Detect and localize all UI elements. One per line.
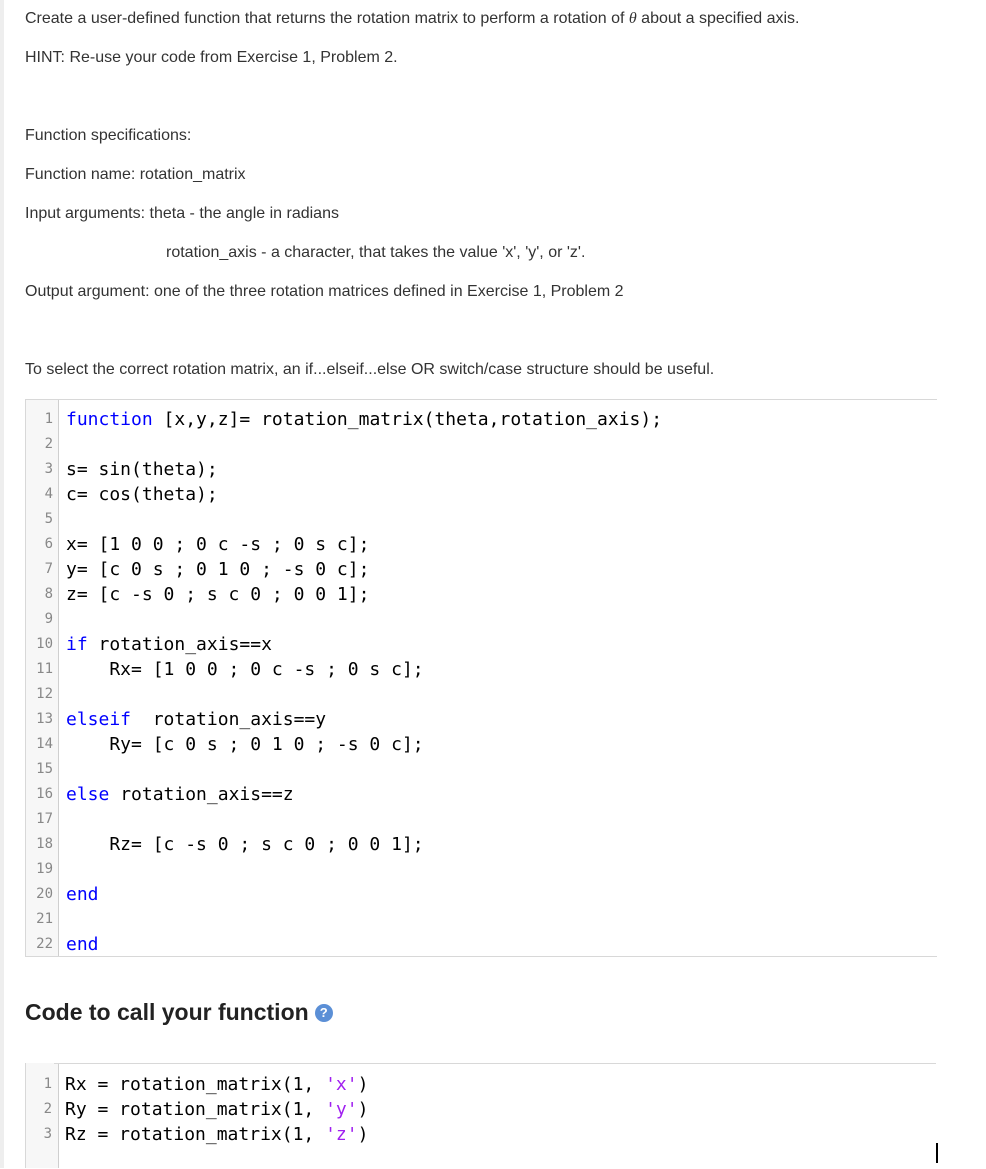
line-number: 2: [44, 436, 53, 452]
input-args-continued: rotation_axis - a character, that takes the value 'x', 'y', or 'z'.: [166, 244, 586, 261]
code-text: [65, 1072, 368, 1097]
call-section-heading: [25, 997, 333, 1027]
code-keyword: end: [66, 884, 99, 905]
line-number: 12: [36, 686, 53, 702]
left-rule: [0, 0, 4, 1168]
code-text: [66, 632, 272, 657]
code-keyword: elseif: [66, 709, 132, 730]
line-number: 13: [36, 711, 53, 727]
code-keyword: function: [66, 409, 153, 430]
code-line: [26, 432, 937, 457]
call-close-paren: ): [357, 1124, 369, 1145]
code-keyword: if: [66, 634, 88, 655]
code-statement: rotation_axis==x: [87, 634, 272, 655]
code-text: [65, 1122, 368, 1147]
call-code: Ry = rotation_matrix(1,: [65, 1099, 326, 1120]
function-name-text: Function name: rotation_matrix: [25, 166, 246, 183]
code-line: [26, 732, 937, 757]
code-line: [26, 482, 937, 507]
code-line: [25, 1097, 936, 1122]
code-statement: c= cos(theta);: [66, 484, 218, 505]
call-code: Rz = rotation_matrix(1,: [65, 1124, 326, 1145]
line-number: 20: [36, 886, 53, 902]
line-number: 16: [36, 786, 53, 802]
function-code-editor[interactable]: [25, 399, 937, 957]
code-line: [26, 607, 937, 632]
hint-text: HINT: Re-use your code from Exercise 1, Problem 2.: [25, 49, 398, 66]
code-text: [66, 582, 369, 607]
text-cursor: [936, 1143, 938, 1163]
code-statement: [x,y,z]= rotation_matrix(theta,rotation_axis);: [152, 409, 663, 430]
code-keyword: end: [66, 934, 99, 955]
code-line: [26, 407, 937, 432]
call-string-arg: 'z': [325, 1124, 358, 1145]
code-text: [66, 882, 99, 907]
line-number: 10: [36, 636, 53, 652]
line-number: 14: [36, 736, 53, 752]
code-statement: rotation_axis==z: [109, 784, 294, 805]
code-line: [26, 632, 937, 657]
code-line: [26, 657, 937, 682]
call-close-paren: ): [357, 1099, 369, 1120]
call-string-arg: 'y': [325, 1099, 358, 1120]
code-statement: Rz= [c -s 0 ; s c 0 ; 0 0 1];: [66, 834, 424, 855]
select-hint-text: To select the correct rotation matrix, an if...elseif...else OR switch/case structure should be useful.: [25, 361, 715, 378]
input-args-text: Input arguments: theta - the angle in radians: [25, 205, 339, 222]
code-line: [26, 807, 937, 832]
line-number: 22: [36, 936, 53, 952]
theta-symbol: θ: [628, 10, 637, 27]
call-code-lines: [25, 1072, 936, 1147]
code-line: [25, 1122, 936, 1147]
line-number: 9: [44, 611, 53, 627]
line-number: 11: [36, 661, 53, 677]
call-code: Rx = rotation_matrix(1,: [65, 1074, 326, 1095]
call-close-paren: ): [357, 1074, 369, 1095]
line-number: 3: [43, 1126, 52, 1142]
code-line: [26, 757, 937, 782]
output-arg-text: Output argument: one of the three rotation matrices defined in Exercise 1, Problem 2: [25, 283, 624, 300]
line-number: 15: [36, 761, 53, 777]
code-statement: x= [1 0 0 ; 0 c -s ; 0 s c];: [66, 534, 370, 555]
code-line: [26, 857, 937, 882]
help-icon[interactable]: ?: [315, 1004, 333, 1022]
code-text: [66, 932, 99, 957]
code-text: [65, 1097, 368, 1122]
line-number: 3: [44, 461, 53, 477]
line-number: 2: [43, 1101, 52, 1117]
code-text: [66, 832, 424, 857]
line-number: 1: [44, 411, 53, 427]
code-text: [66, 407, 662, 432]
code-text: [66, 482, 218, 507]
line-number: 5: [44, 511, 53, 527]
problem-statement-end: about a specified axis.: [636, 10, 800, 27]
code-text: [66, 557, 369, 582]
line-number: 7: [44, 561, 53, 577]
code-text: [66, 782, 294, 807]
line-number: 4: [44, 486, 53, 502]
code-line: [26, 707, 937, 732]
code-line: [26, 932, 937, 957]
code-statement: rotation_axis==y: [131, 709, 327, 730]
code-line: [26, 782, 937, 807]
code-text: [66, 457, 218, 482]
code-statement: Rx= [1 0 0 ; 0 c -s ; 0 s c];: [66, 659, 424, 680]
code-line: [26, 457, 937, 482]
line-number: 6: [44, 536, 53, 552]
problem-statement-start: Create a user-defined function that returns the rotation matrix to perform a rotation of: [25, 10, 629, 27]
code-statement: Ry= [c 0 s ; 0 1 0 ; -s 0 c];: [66, 734, 424, 755]
code-line: [26, 832, 937, 857]
code-statement: y= [c 0 s ; 0 1 0 ; -s 0 c];: [66, 559, 370, 580]
call-string-arg: 'x': [325, 1074, 358, 1095]
code-line: [25, 1072, 936, 1097]
code-statement: s= sin(theta);: [66, 459, 218, 480]
code-text: [66, 707, 326, 732]
line-number: 19: [36, 861, 53, 877]
code-line: [26, 532, 937, 557]
problem-statement: [25, 9, 800, 29]
line-number: 18: [36, 836, 53, 852]
line-number: 8: [44, 586, 53, 602]
code-text: [66, 732, 424, 757]
code-line: [26, 507, 937, 532]
call-section-title: Code to call your function: [25, 999, 309, 1025]
code-line: [26, 582, 937, 607]
code-line: [26, 882, 937, 907]
code-line: [26, 907, 937, 932]
line-number: 21: [36, 911, 53, 927]
editor-lines: [26, 407, 937, 957]
spec-heading: Function specifications:: [25, 127, 192, 144]
line-number: 17: [36, 811, 53, 827]
code-line: [26, 557, 937, 582]
code-text: [66, 657, 424, 682]
code-line: [26, 682, 937, 707]
code-keyword: else: [66, 784, 110, 805]
code-text: [66, 532, 369, 557]
code-statement: z= [c -s 0 ; s c 0 ; 0 0 1];: [66, 584, 370, 605]
line-number: 1: [43, 1076, 52, 1092]
